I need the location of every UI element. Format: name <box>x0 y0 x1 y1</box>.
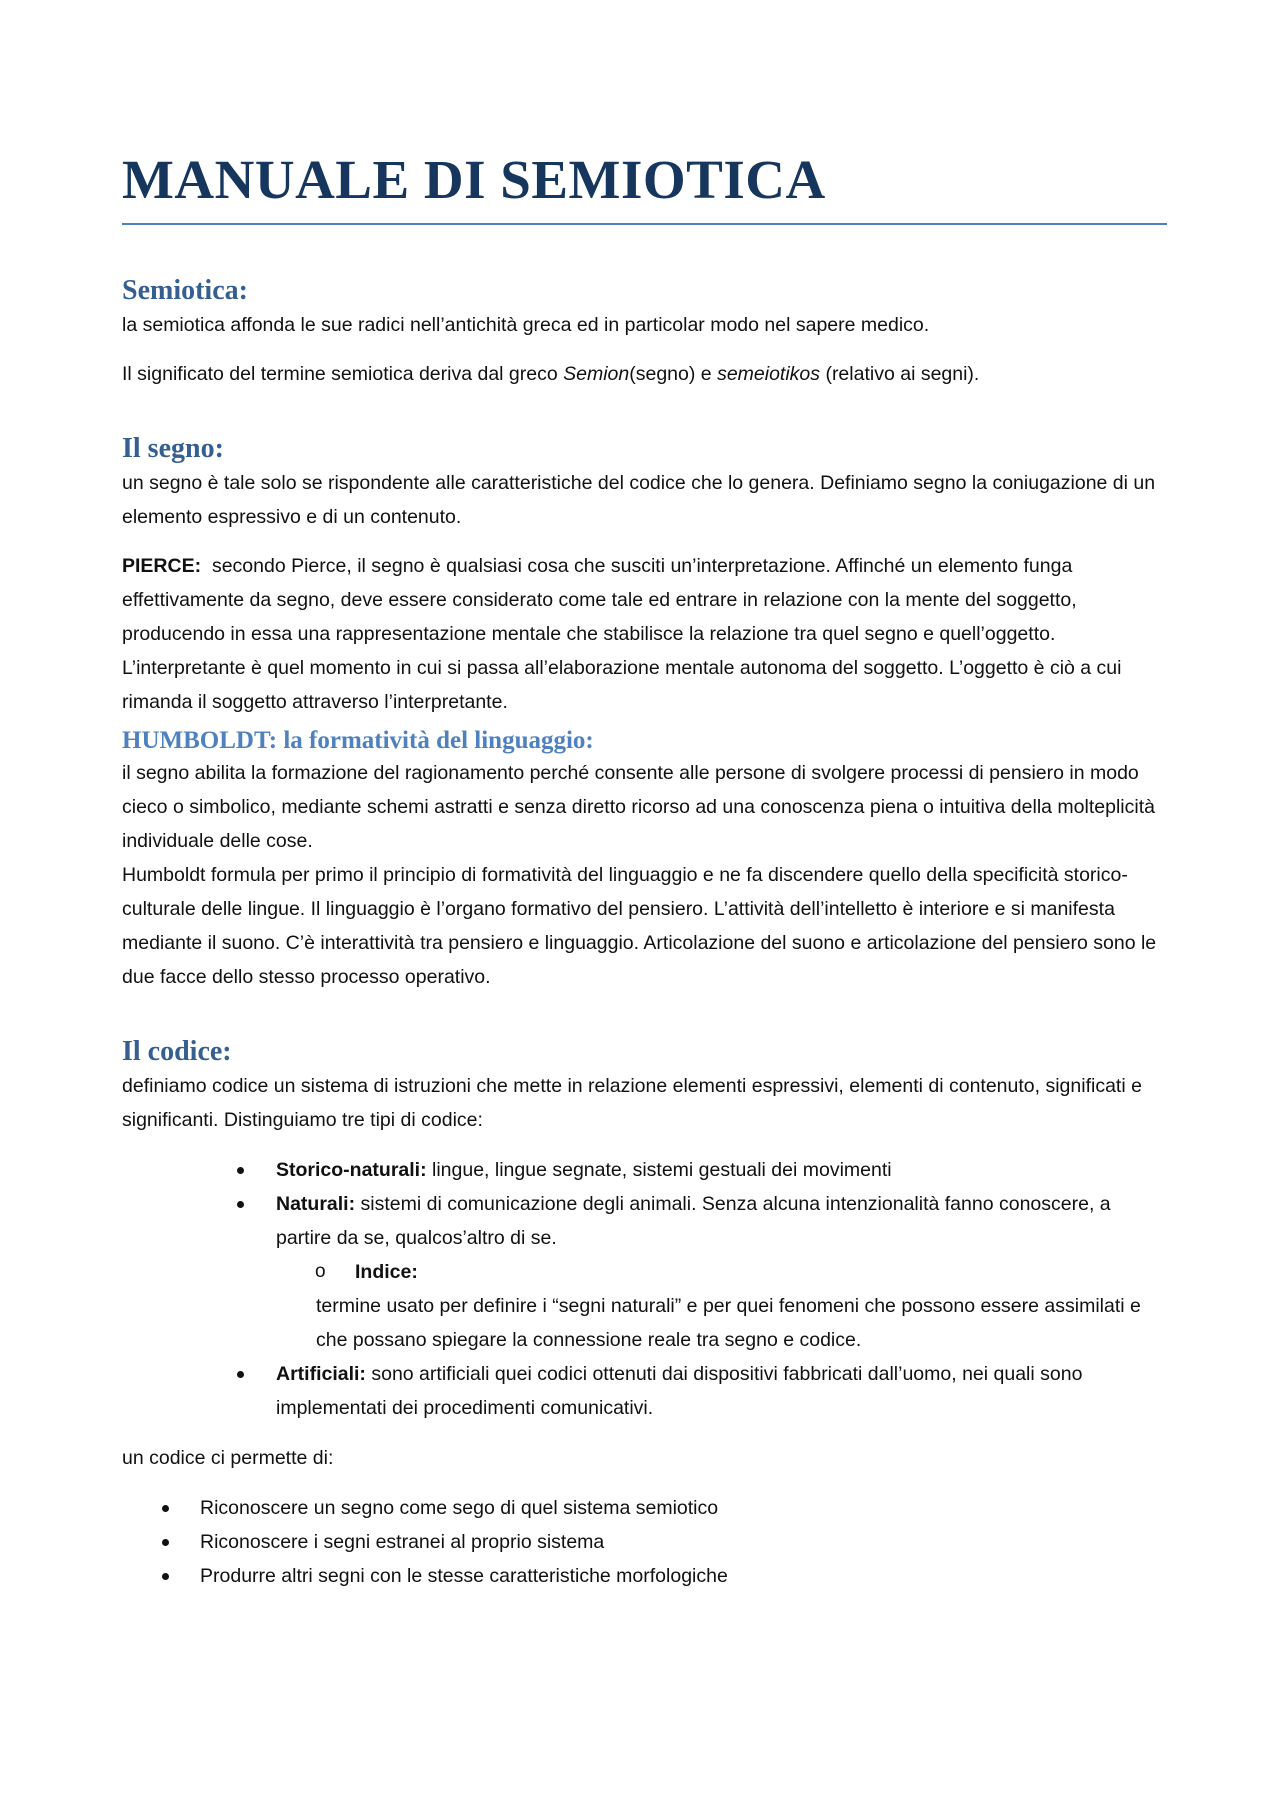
bullet-icon <box>237 1371 244 1378</box>
bullet-icon <box>237 1167 244 1174</box>
sub-item-text: termine usato per definire i “segni naturali” e per quei fenomeni che possono essere assimilati e che possano spiegare la connessione reale tra segno e codice. <box>316 1294 1141 1351</box>
list-item-text: lingue, lingue segnate, sistemi gestuali dei movimenti <box>426 1158 892 1181</box>
text-span: Il significato del termine semiotica deriva dal greco <box>122 362 564 385</box>
code-abilities-list <box>122 1491 1167 1593</box>
humboldt-paragraph-1: il segno abilita la formazione del ragionamento perché consente alle persone di svolgere processi di pensiero in modo cieco o simbolico, mediante schemi astratti e senza diretto ricorso ad una conoscenza piena o intuitiva della molteplicità individuale delle cose. <box>122 761 1155 852</box>
list-item <box>122 1357 1167 1425</box>
codice-paragraph-1: definiamo codice un sistema di istruzioni che mette in relazione elementi espressivi, elementi di contenuto, significati e significanti. Distinguiamo tre tipi di codice: <box>122 1074 1142 1131</box>
list-item-text: sistemi di comunicazione degli animali. Senza alcuna intenzionalità fanno conoscere, a partire da se, qualcos’altro di se. <box>276 1192 1111 1249</box>
list-item-label: Artificiali: <box>276 1362 366 1385</box>
sub-list-item-indice <box>122 1255 1167 1357</box>
pierce-label: PIERCE: <box>122 554 202 577</box>
pierce-text: secondo Pierce, il segno è qualsiasi cosa che susciti un’interpretazione. Affinché un elemento funga effettivamente da segno, deve essere considerato come tale ed entrare in relazione con la mente del soggetto, producendo in essa una rappresentazione mentale che stabilisce la relazione tra quel segno e quell’oggetto. L’interpretante è quel momento in cui si passa all’elaborazione mentale autonoma del soggetto. L’oggetto è ciò a cui rimanda il soggetto attraverso l’interpretante. <box>122 554 1127 713</box>
term-semion: Semion <box>563 362 630 385</box>
section-heading-humboldt: HUMBOLDT: la formatività del linguaggio: <box>122 726 594 754</box>
sub-item-label: Indice: <box>355 1260 418 1283</box>
humboldt-paragraph-2: Humboldt formula per primo il principio di formatività del linguaggio e ne fa discendere quello della specificità storico-culturale delle lingue. Il linguaggio è l’organo formativo del pensiero. L’attività dell’intelletto è interiore e si manifesta mediante il suono. C’è interattività tra pensiero e linguaggio. Articolazione del suono e articolazione del pensiero sono le due facce dello stesso processo operativo. <box>122 863 1157 988</box>
segno-paragraph-1: un segno è tale solo se rispondente alle caratteristiche del codice che lo genera. Definiamo segno la coniugazione di un elemento espressivo e di un contenuto. <box>122 471 1156 528</box>
list-item <box>122 1525 1167 1559</box>
list-item <box>122 1559 1167 1593</box>
list-item <box>122 1187 1167 1255</box>
section-heading-segno: Il segno: <box>122 432 224 464</box>
bullet-icon <box>162 1539 169 1546</box>
bullet-icon <box>162 1505 169 1512</box>
document-page <box>122 150 1167 1593</box>
circle-bullet-icon: o <box>315 1260 326 1282</box>
list-item-text: sono artificiali quei codici ottenuti dai dispositivi fabbricati dall’uomo, nei quali sono implementati dei procedimenti comunicativi. <box>276 1362 1083 1419</box>
list-item-text: Produrre altri segni con le stesse caratteristiche morfologiche <box>200 1564 728 1587</box>
list-item <box>122 1491 1167 1525</box>
list-item-label: Naturali: <box>276 1192 356 1215</box>
semiotica-paragraph-1: la semiotica affonda le sue radici nell’antichità greca ed in particolar modo nel sapere medico. <box>122 313 930 336</box>
text-span: (segno) e <box>629 362 718 385</box>
text-span: (relativo ai segni). <box>820 362 980 385</box>
list-item-text: Riconoscere i segni estranei al proprio sistema <box>200 1530 605 1553</box>
codice-paragraph-2: un codice ci permette di: <box>122 1446 334 1469</box>
bullet-icon <box>237 1201 244 1208</box>
code-types-list <box>122 1153 1167 1255</box>
code-types-list-continued <box>122 1357 1167 1425</box>
list-item-label: Storico-naturali: <box>276 1158 427 1181</box>
document-title: MANUALE DI SEMIOTICA <box>122 150 1167 225</box>
term-semeiotikos: semeiotikos <box>717 362 821 385</box>
section-heading-codice: Il codice: <box>122 1035 232 1067</box>
section-heading-semiotica: Semiotica: <box>122 274 248 306</box>
pierce-paragraph <box>122 549 1167 719</box>
list-item <box>122 1153 1167 1187</box>
list-item-text: Riconoscere un segno come sego di quel sistema semiotico <box>200 1496 719 1519</box>
semiotica-paragraph-2 <box>122 357 1167 391</box>
bullet-icon <box>162 1573 169 1580</box>
